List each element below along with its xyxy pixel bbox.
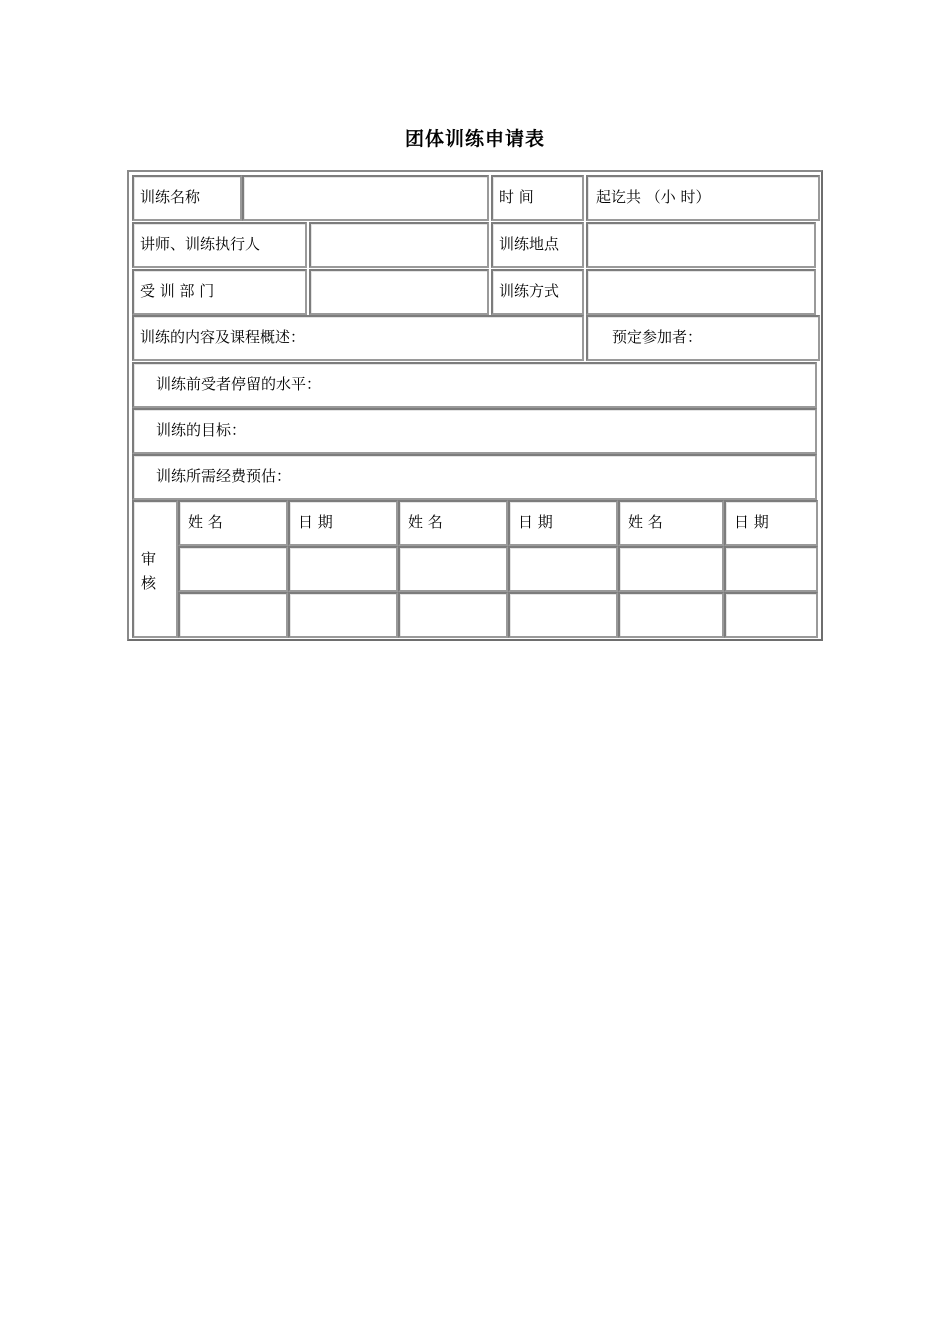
time-label: 时 间 — [491, 175, 584, 221]
department-field[interactable] — [309, 269, 489, 315]
review-label-char-2: 核 — [141, 574, 157, 592]
content-overview-field[interactable]: 训练的内容及课程概述： — [132, 315, 584, 361]
trainer-label: 讲师、训练执行人 — [132, 222, 307, 268]
review-cell-r2-c1[interactable] — [178, 592, 288, 638]
review-cell-r1-c5[interactable] — [618, 546, 724, 592]
location-label: 训练地点 — [491, 222, 584, 268]
review-cell-r2-c3[interactable] — [398, 592, 508, 638]
method-label: 训练方式 — [491, 269, 584, 315]
review-cell-r1-c1[interactable] — [178, 546, 288, 592]
budget-estimate-field[interactable]: 训练所需经费预估： — [132, 454, 817, 500]
location-field[interactable] — [586, 222, 816, 268]
trainer-field[interactable] — [309, 222, 489, 268]
review-header-name-2: 姓 名 — [398, 500, 508, 546]
page-title: 团体训练申请表 — [404, 128, 545, 150]
review-header-name-3: 姓 名 — [618, 500, 724, 546]
review-header-date-3: 日 期 — [724, 500, 818, 546]
review-header-date-1: 日 期 — [288, 500, 398, 546]
training-name-field[interactable] — [242, 175, 489, 221]
training-goal-field[interactable]: 训练的目标： — [132, 408, 817, 454]
review-cell-r2-c5[interactable] — [618, 592, 724, 638]
review-cell-r1-c6[interactable] — [724, 546, 818, 592]
review-cell-r2-c2[interactable] — [288, 592, 398, 638]
pre-training-level-field[interactable]: 训练前受者停留的水平： — [132, 362, 817, 408]
review-cell-r2-c6[interactable] — [724, 592, 818, 638]
review-cell-r1-c2[interactable] — [288, 546, 398, 592]
review-header-name-1: 姓 名 — [178, 500, 288, 546]
review-label — [132, 500, 178, 638]
participants-field[interactable]: 预定参加者： — [586, 315, 820, 361]
training-application-form — [127, 170, 823, 641]
review-cell-r1-c4[interactable] — [508, 546, 618, 592]
review-cell-r1-c3[interactable] — [398, 546, 508, 592]
training-name-label: 训练名称 — [132, 175, 242, 221]
department-label: 受 训 部 门 — [132, 269, 307, 315]
method-field[interactable] — [586, 269, 816, 315]
review-header-date-2: 日 期 — [508, 500, 618, 546]
review-label-char-1: 审 — [141, 550, 157, 568]
review-cell-r2-c4[interactable] — [508, 592, 618, 638]
time-field[interactable]: 起讫共 （小 时） — [586, 175, 820, 221]
